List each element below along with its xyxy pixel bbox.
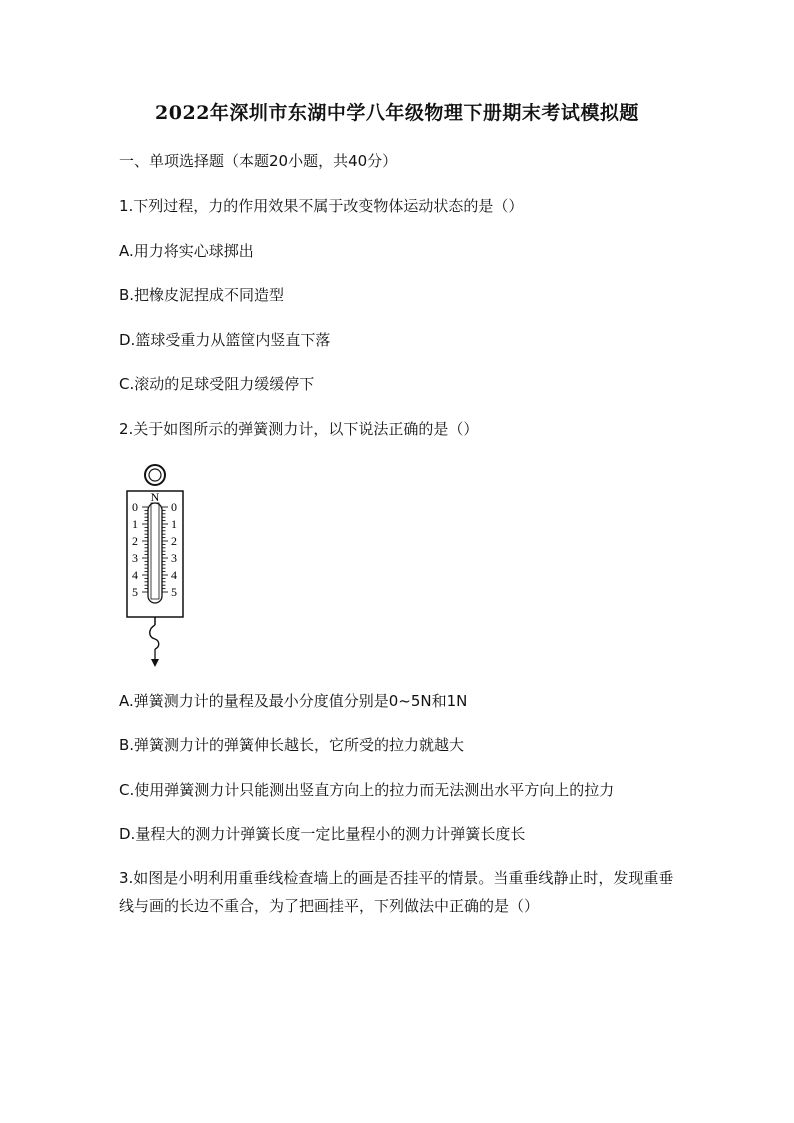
left-scale-tick-label: 1	[132, 517, 138, 531]
right-scale-tick-label: 5	[171, 585, 177, 599]
question-1-option: B.把橡皮泥捏成不同造型	[119, 286, 285, 304]
question-2-stem: 2.关于如图所示的弹簧测力计，以下说法正确的是（）	[119, 420, 479, 438]
right-scale-tick-label: 3	[171, 551, 177, 565]
right-scale-tick-label: 2	[171, 534, 177, 548]
right-scale-tick-label: 4	[171, 568, 177, 582]
question-1-option: D.篮球受重力从篮筐内竖直下落	[119, 331, 331, 349]
question-2-option: C.使用弹簧测力计只能测出竖直方向上的拉力而无法测出水平方向上的拉力	[119, 781, 615, 799]
left-scale-tick-label: 0	[132, 500, 138, 514]
spring-scale-icon	[120, 463, 190, 673]
left-scale-tick-label: 2	[132, 534, 138, 548]
question-1-option: A.用力将实心球掷出	[119, 242, 254, 260]
right-scale-tick-label: 1	[171, 517, 177, 531]
question-2-option: B.弹簧测力计的弹簧伸长越长，它所受的拉力就越大	[119, 736, 465, 754]
question-1-stem: 1.下列过程，力的作用效果不属于改变物体运动状态的是（）	[119, 197, 524, 215]
left-scale-tick-label: 5	[132, 585, 138, 599]
page-title: 2022年深圳市东湖中学八年级物理下册期末考试模拟题	[155, 102, 639, 124]
spring-scale-figure	[120, 463, 190, 673]
question-2-option: D.量程大的测力计弹簧长度一定比量程小的测力计弹簧长度长	[119, 825, 526, 843]
left-scale-tick-label: 4	[132, 568, 138, 582]
question-1-option: C.滚动的足球受阻力缓缓停下	[119, 375, 315, 393]
question-3-stem: 3.如图是小明利用重垂线检查墙上的画是否挂平的情景。当重垂线静止时，发现重垂线与画的长边不重合，为了把画挂平，下列做法中正确的是（）	[119, 869, 674, 915]
section-heading: 一、单项选择题（本题20小题，共40分）	[119, 152, 398, 170]
right-scale-tick-label: 0	[171, 500, 177, 514]
unit-label: N	[150, 490, 160, 504]
left-scale-tick-label: 3	[132, 551, 138, 565]
question-2-option: A.弹簧测力计的量程及最小分度值分别是0~5N和1N	[119, 692, 468, 710]
